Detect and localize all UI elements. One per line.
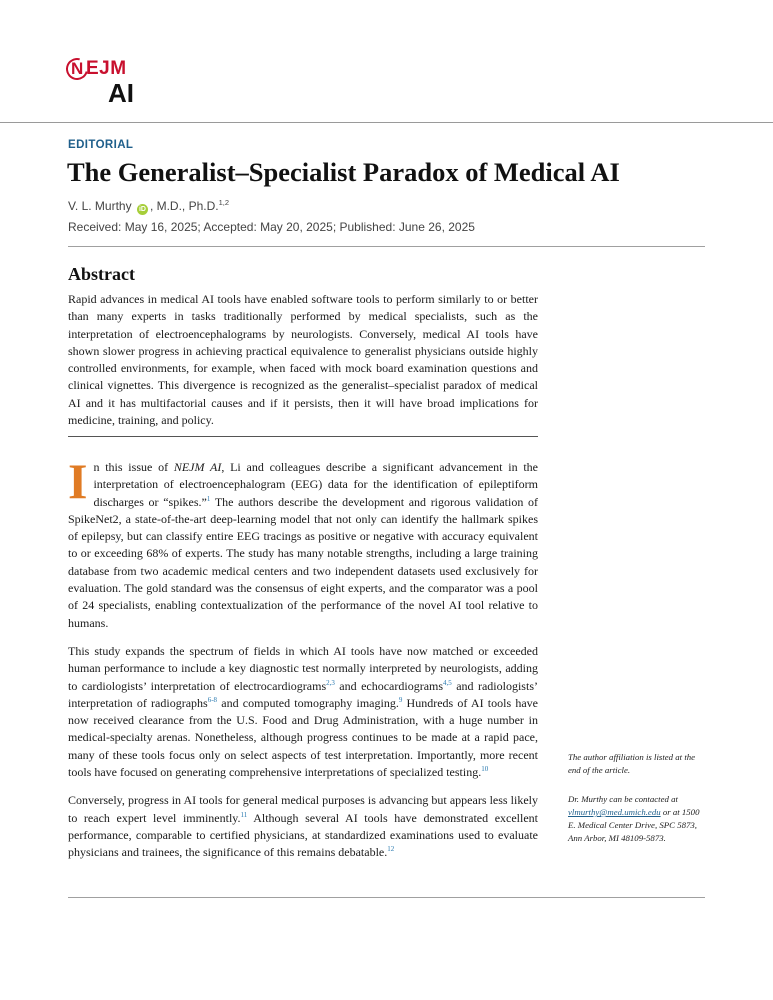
body-paragraph-2: This study expands the spectrum of fields in which AI tools have now matched or exceeded human performance to include a key diagnostic test normally interpreted by neurologists, adding to cardiologists’ interpretation of electrocardiograms$^{2,3}$ and echocardiograms$^{4,5}$ and radiologists’ interpretation of radiographs$^{6-8}$ and computed tomography imaging.$^9$ Hundreds of AI tools have now received clearance from the U.S. Food and Drug Administration, with a huge number in medical-specialty arenas. Nonetheless, although progress continues to be made at a rapid pace, many of these tools focus only on select aspects of test interpretation. Importantly, more recent tools have focused on generating comprehensive interpretations of specialized testing.$^{10}$: [68, 643, 538, 780]
orcid-icon[interactable]: iD: [138, 206, 146, 213]
title-divider: [68, 246, 705, 247]
citation-link[interactable]: 11: [240, 810, 248, 819]
journal-name: NEJM AI: [173, 460, 222, 474]
logo-ai: AI: [108, 78, 134, 108]
body-paragraph-1: In this issue of NEJM AI, Li and colleagues describe a significant advancement in the interpretation of electroencephalogram (EEG) data for the identification of epileptiform discharges or “spikes.”$^1$ The authors describe the development and rigorous validation of SpikeNet2, a state-of-the-art deep-learning model that not only can identify the hallmark spikes of epilepsy, but can classify entire EEG tracings as positive or negative with accuracy equivalent to or exceeding 68% of experts. The study has many notable strengths, including a large training database from two academic medical centers and two independent datasets used exclusively for evaluation. The gold standard was the consensus of eight experts, and the comparator was a pool of 24 specialists, enabling contextualization of the performance of the novel AI tool relative to humans.: [68, 453, 538, 630]
abstract-heading: Abstract: [68, 264, 135, 284]
citation-link[interactable]: 9: [398, 695, 403, 704]
abstract-text: Rapid advances in medical AI tools have enabled software tools to perform similarly to or better than many experts in tasks traditionally performed by medical specialists, such as the interpretation of electroencephalograms by neurologists. Conversely, medical AI tools have shown slower progress in achieving practical equivalence to generalist physicians outside highly controlled environments, for example, when faced with mock board examination questions and clinical vignettes. This divergence is recognized as the generalist–specialist paradox of medical AI and it has multifactorial causes and if it persists, then it will have broad implications for medicine, training, and policy.: [68, 292, 538, 428]
author-name[interactable]: V. L. Murthy: [68, 199, 132, 213]
body-paragraph-3: Conversely, progress in AI tools for general medical purposes is advancing but appears less likely to reach expert level imminently.$^{11}$ Although several AI tools have demonstrated excellent performance, comparable to certified physicians, at standardized examinations used to evaluate physicians and trainees, the significance of this remains debatable.$^{12}$: [68, 793, 539, 860]
journal-logo: [66, 58, 146, 110]
logo-ring-icon: N: [66, 58, 88, 80]
publication-dates: Received: May 16, 2025; Accepted: May 20, 2025; Published: June 26, 2025: [68, 220, 475, 234]
contact-note: Dr. Murthy can be contacted at vlmurthy@med.umich.edu or at 1500 E. Medical Center Drive, SPC 5873, Ann Arbor, MI 48109-5873.: [568, 794, 700, 843]
citation-link[interactable]: 10: [481, 765, 489, 774]
citation-link[interactable]: 12: [387, 845, 395, 854]
citation-link[interactable]: 1: [206, 494, 211, 503]
author-affiliation-refs: 1,2: [218, 198, 230, 207]
drop-cap: I: [68, 453, 88, 509]
section-label: EDITORIAL: [68, 139, 134, 151]
author-email-link[interactable]: vlmurthy@med.umich.edu: [568, 807, 661, 817]
footer-divider: [68, 897, 705, 898]
affiliation-note: The author affiliation is listed at the end of the article.: [568, 752, 696, 775]
citation-link[interactable]: 4,5: [443, 678, 452, 687]
citation-link[interactable]: 2,3: [326, 678, 335, 687]
article-body: [68, 453, 539, 873]
citation-link[interactable]: 6-8: [207, 695, 218, 704]
byline: [68, 195, 229, 215]
logo-nejm: N EJM: [66, 58, 127, 80]
author-degrees: , M.D., Ph.D.: [149, 199, 219, 213]
header-divider: [0, 122, 773, 123]
article-title: The Generalist–Specialist Paradox of Medical AI: [67, 157, 620, 187]
abstract-divider: [68, 436, 538, 437]
